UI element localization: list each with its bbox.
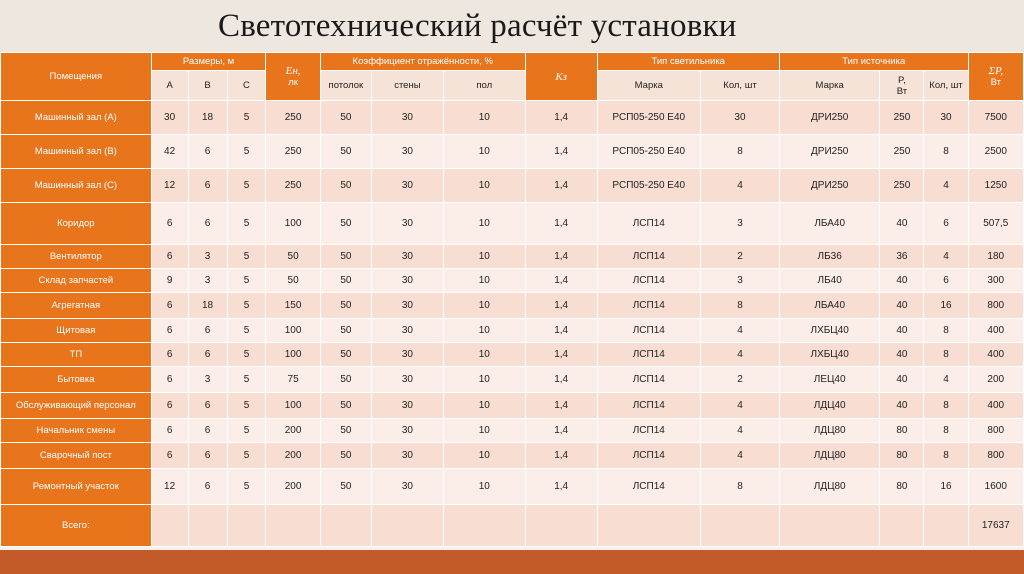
room-name: Коридор <box>1 203 152 245</box>
cell-c: 5 <box>227 393 266 419</box>
room-name: Сварочный пост <box>1 443 152 469</box>
cell-lamp: ЛСП14 <box>597 293 701 319</box>
cell-en: 250 <box>266 135 320 169</box>
cell-p: 80 <box>880 469 924 505</box>
cell-src: ЛДЦ80 <box>779 443 879 469</box>
cell-lamp-n: 8 <box>701 469 780 505</box>
cell-src-n: 6 <box>924 203 968 245</box>
room-name: ТП <box>1 343 152 367</box>
table-row <box>1 135 1024 169</box>
cell-src: ДРИ250 <box>779 135 879 169</box>
table-row <box>1 393 1024 419</box>
cell-kz: 1,4 <box>525 343 597 367</box>
cell-floor: 10 <box>443 169 525 203</box>
total-empty-cell <box>188 505 227 547</box>
cell-floor: 10 <box>443 203 525 245</box>
cell-en: 200 <box>266 419 320 443</box>
cell-sum: 507,5 <box>968 203 1023 245</box>
total-empty-cell <box>597 505 701 547</box>
cell-en: 100 <box>266 319 320 343</box>
cell-c: 5 <box>227 469 266 505</box>
cell-kz: 1,4 <box>525 203 597 245</box>
table-row <box>1 343 1024 367</box>
cell-sum: 200 <box>968 367 1023 393</box>
cell-src: ДРИ250 <box>779 169 879 203</box>
cell-ceiling: 50 <box>320 469 371 505</box>
cell-c: 5 <box>227 269 266 293</box>
cell-lamp: РСП05-250 Е40 <box>597 101 701 135</box>
cell-lamp-n: 8 <box>701 135 780 169</box>
cell-lamp-n: 2 <box>701 245 780 269</box>
cell-p: 80 <box>880 419 924 443</box>
cell-sum: 1600 <box>968 469 1023 505</box>
cell-src-n: 4 <box>924 367 968 393</box>
room-name: Вентилятор <box>1 245 152 269</box>
cell-lamp-n: 2 <box>701 367 780 393</box>
cell-src-n: 8 <box>924 419 968 443</box>
cell-sum: 800 <box>968 293 1023 319</box>
cell-src-n: 8 <box>924 319 968 343</box>
header-dim-b: B <box>188 71 227 101</box>
cell-a: 6 <box>151 245 188 269</box>
cell-kz: 1,4 <box>525 393 597 419</box>
cell-a: 42 <box>151 135 188 169</box>
cell-lamp-n: 4 <box>701 343 780 367</box>
cell-sum: 400 <box>968 343 1023 367</box>
cell-lamp: РСП05-250 Е40 <box>597 169 701 203</box>
cell-b: 6 <box>188 393 227 419</box>
header-en-label: Eн, <box>285 65 301 77</box>
table-row <box>1 245 1024 269</box>
room-name: Щитовая <box>1 319 152 343</box>
cell-src-n: 8 <box>924 135 968 169</box>
cell-c: 5 <box>227 367 266 393</box>
cell-en: 250 <box>266 101 320 135</box>
page-title: Светотехнический расчёт установки <box>218 8 737 44</box>
cell-walls: 30 <box>372 419 444 443</box>
room-name: Обслуживающий персонал <box>1 393 152 419</box>
cell-walls: 30 <box>372 203 444 245</box>
header-ceiling: потолок <box>320 71 371 101</box>
cell-p: 80 <box>880 443 924 469</box>
cell-src-n: 4 <box>924 245 968 269</box>
room-name: Машинный зал (С) <box>1 169 152 203</box>
cell-walls: 30 <box>372 269 444 293</box>
cell-a: 6 <box>151 203 188 245</box>
cell-a: 6 <box>151 393 188 419</box>
cell-en: 100 <box>266 343 320 367</box>
table-row <box>1 203 1024 245</box>
cell-lamp-n: 4 <box>701 443 780 469</box>
total-sum: 17637 <box>968 505 1023 547</box>
cell-lamp: РСП05-250 Е40 <box>597 135 701 169</box>
cell-ceiling: 50 <box>320 245 371 269</box>
total-empty-cell <box>701 505 780 547</box>
cell-floor: 10 <box>443 135 525 169</box>
cell-sum: 800 <box>968 443 1023 469</box>
table-row <box>1 319 1024 343</box>
total-empty-cell <box>443 505 525 547</box>
cell-lamp-n: 4 <box>701 169 780 203</box>
header-sum-label: ΣP, <box>988 65 1004 77</box>
cell-a: 12 <box>151 469 188 505</box>
cell-src: ЛБ40 <box>779 269 879 293</box>
cell-a: 6 <box>151 367 188 393</box>
cell-c: 5 <box>227 203 266 245</box>
cell-ceiling: 50 <box>320 319 371 343</box>
table-row <box>1 469 1024 505</box>
table-body <box>1 101 1024 547</box>
cell-a: 6 <box>151 443 188 469</box>
room-name: Машинный зал (А) <box>1 101 152 135</box>
table-row <box>1 293 1024 319</box>
cell-a: 30 <box>151 101 188 135</box>
cell-c: 5 <box>227 293 266 319</box>
cell-sum: 180 <box>968 245 1023 269</box>
cell-src: ЛХБЦ40 <box>779 343 879 367</box>
header-source-count: Кол, шт <box>924 71 968 101</box>
cell-a: 9 <box>151 269 188 293</box>
cell-en: 50 <box>266 245 320 269</box>
cell-b: 3 <box>188 269 227 293</box>
cell-b: 6 <box>188 469 227 505</box>
cell-b: 18 <box>188 101 227 135</box>
table-row <box>1 419 1024 443</box>
cell-p: 250 <box>880 101 924 135</box>
cell-a: 6 <box>151 419 188 443</box>
cell-kz: 1,4 <box>525 419 597 443</box>
total-row <box>1 505 1024 547</box>
cell-p: 40 <box>880 319 924 343</box>
table-row <box>1 367 1024 393</box>
cell-sum: 300 <box>968 269 1023 293</box>
cell-b: 6 <box>188 135 227 169</box>
cell-p: 250 <box>880 169 924 203</box>
cell-lamp: ЛСП14 <box>597 469 701 505</box>
cell-b: 6 <box>188 203 227 245</box>
cell-en: 150 <box>266 293 320 319</box>
total-empty-cell <box>227 505 266 547</box>
cell-floor: 10 <box>443 269 525 293</box>
room-name: Начальник смены <box>1 419 152 443</box>
cell-lamp: ЛСП14 <box>597 245 701 269</box>
cell-ceiling: 50 <box>320 443 371 469</box>
cell-kz: 1,4 <box>525 469 597 505</box>
total-empty-cell <box>266 505 320 547</box>
cell-p: 250 <box>880 135 924 169</box>
cell-p: 40 <box>880 293 924 319</box>
cell-c: 5 <box>227 169 266 203</box>
lighting-calculation-table <box>0 52 1024 547</box>
cell-floor: 10 <box>443 393 525 419</box>
room-name: Бытовка <box>1 367 152 393</box>
room-name: Машинный зал (В) <box>1 135 152 169</box>
cell-floor: 10 <box>443 245 525 269</box>
cell-lamp-n: 3 <box>701 203 780 245</box>
header-reflection: Коэффициент отражённости, % <box>320 53 525 71</box>
cell-ceiling: 50 <box>320 203 371 245</box>
cell-p: 36 <box>880 245 924 269</box>
cell-walls: 30 <box>372 169 444 203</box>
cell-src-n: 6 <box>924 269 968 293</box>
cell-lamp-n: 4 <box>701 393 780 419</box>
total-empty-cell <box>320 505 371 547</box>
cell-b: 6 <box>188 419 227 443</box>
cell-b: 6 <box>188 343 227 367</box>
cell-sum: 400 <box>968 393 1023 419</box>
cell-kz: 1,4 <box>525 135 597 169</box>
table-row <box>1 269 1024 293</box>
cell-src: ЛЕЦ40 <box>779 367 879 393</box>
cell-src: ЛДЦ40 <box>779 393 879 419</box>
cell-walls: 30 <box>372 319 444 343</box>
cell-floor: 10 <box>443 343 525 367</box>
cell-lamp: ЛСП14 <box>597 343 701 367</box>
cell-ceiling: 50 <box>320 419 371 443</box>
cell-walls: 30 <box>372 343 444 367</box>
cell-floor: 10 <box>443 319 525 343</box>
cell-ceiling: 50 <box>320 269 371 293</box>
cell-sum: 400 <box>968 319 1023 343</box>
cell-ceiling: 50 <box>320 367 371 393</box>
cell-walls: 30 <box>372 245 444 269</box>
cell-kz: 1,4 <box>525 269 597 293</box>
header-sum-unit: Вт <box>990 77 1001 88</box>
cell-en: 250 <box>266 169 320 203</box>
cell-src-n: 8 <box>924 393 968 419</box>
cell-lamp: ЛСП14 <box>597 393 701 419</box>
cell-src-n: 8 <box>924 343 968 367</box>
total-empty-cell <box>779 505 879 547</box>
cell-floor: 10 <box>443 101 525 135</box>
cell-src: ЛХБЦ40 <box>779 319 879 343</box>
cell-src: ЛДЦ80 <box>779 469 879 505</box>
total-empty-cell <box>525 505 597 547</box>
cell-kz: 1,4 <box>525 245 597 269</box>
cell-c: 5 <box>227 319 266 343</box>
header-kz: Kз <box>525 53 597 101</box>
cell-kz: 1,4 <box>525 319 597 343</box>
cell-kz: 1,4 <box>525 443 597 469</box>
header-dim-a: A <box>151 71 188 101</box>
cell-lamp: ЛСП14 <box>597 443 701 469</box>
header-rooms: Помещения <box>1 53 152 101</box>
cell-en: 200 <box>266 469 320 505</box>
cell-b: 6 <box>188 443 227 469</box>
header-dim-c: C <box>227 71 266 101</box>
cell-src: ЛБА40 <box>779 293 879 319</box>
cell-b: 18 <box>188 293 227 319</box>
cell-c: 5 <box>227 343 266 367</box>
cell-en: 100 <box>266 203 320 245</box>
cell-c: 5 <box>227 101 266 135</box>
header-power-unit: Вт <box>896 85 908 97</box>
cell-sum: 7500 <box>968 101 1023 135</box>
room-name: Ремонтный участок <box>1 469 152 505</box>
cell-lamp-n: 30 <box>701 101 780 135</box>
total-label: Всего: <box>1 505 152 547</box>
cell-lamp: ЛСП14 <box>597 203 701 245</box>
cell-src: ДРИ250 <box>779 101 879 135</box>
cell-walls: 30 <box>372 469 444 505</box>
header-power-label: P, <box>898 74 906 86</box>
cell-ceiling: 50 <box>320 101 371 135</box>
cell-p: 40 <box>880 269 924 293</box>
cell-en: 200 <box>266 443 320 469</box>
cell-lamp-n: 8 <box>701 293 780 319</box>
header-floor: пол <box>443 71 525 101</box>
room-name: Агрегатная <box>1 293 152 319</box>
cell-b: 3 <box>188 245 227 269</box>
header-lamp-type: Тип светильника <box>597 53 779 71</box>
cell-kz: 1,4 <box>525 169 597 203</box>
cell-p: 40 <box>880 367 924 393</box>
cell-a: 12 <box>151 169 188 203</box>
cell-a: 6 <box>151 293 188 319</box>
header-lamp-mark: Марка <box>597 71 701 101</box>
cell-b: 6 <box>188 319 227 343</box>
cell-c: 5 <box>227 443 266 469</box>
cell-lamp-n: 4 <box>701 419 780 443</box>
cell-floor: 10 <box>443 443 525 469</box>
table-row <box>1 443 1024 469</box>
cell-lamp: ЛСП14 <box>597 319 701 343</box>
cell-ceiling: 50 <box>320 293 371 319</box>
cell-p: 40 <box>880 393 924 419</box>
cell-sum: 1250 <box>968 169 1023 203</box>
cell-b: 6 <box>188 169 227 203</box>
cell-kz: 1,4 <box>525 101 597 135</box>
cell-lamp: ЛСП14 <box>597 367 701 393</box>
cell-c: 5 <box>227 135 266 169</box>
cell-en: 100 <box>266 393 320 419</box>
cell-floor: 10 <box>443 367 525 393</box>
cell-kz: 1,4 <box>525 367 597 393</box>
cell-c: 5 <box>227 245 266 269</box>
cell-src-n: 16 <box>924 469 968 505</box>
header-lamp-count: Кол, шт <box>701 71 780 101</box>
cell-ceiling: 50 <box>320 393 371 419</box>
cell-en: 50 <box>266 269 320 293</box>
cell-a: 6 <box>151 343 188 367</box>
cell-a: 6 <box>151 319 188 343</box>
cell-walls: 30 <box>372 135 444 169</box>
header-en <box>266 53 320 101</box>
header-sum-power <box>968 53 1023 101</box>
cell-ceiling: 50 <box>320 135 371 169</box>
cell-walls: 30 <box>372 367 444 393</box>
bottom-bar <box>0 550 1024 574</box>
cell-ceiling: 50 <box>320 343 371 367</box>
cell-en: 75 <box>266 367 320 393</box>
total-empty-cell <box>924 505 968 547</box>
cell-src-n: 16 <box>924 293 968 319</box>
cell-walls: 30 <box>372 443 444 469</box>
header-walls: стены <box>372 71 444 101</box>
header-dimensions: Размеры, м <box>151 53 266 71</box>
cell-floor: 10 <box>443 293 525 319</box>
cell-src-n: 8 <box>924 443 968 469</box>
header-source-type: Тип источника <box>779 53 968 71</box>
cell-lamp: ЛСП14 <box>597 419 701 443</box>
cell-sum: 2500 <box>968 135 1023 169</box>
cell-floor: 10 <box>443 469 525 505</box>
cell-src-n: 4 <box>924 169 968 203</box>
cell-walls: 30 <box>372 293 444 319</box>
cell-ceiling: 50 <box>320 169 371 203</box>
cell-lamp-n: 3 <box>701 269 780 293</box>
header-power <box>880 71 924 101</box>
cell-src: ЛДЦ80 <box>779 419 879 443</box>
cell-b: 3 <box>188 367 227 393</box>
cell-src-n: 30 <box>924 101 968 135</box>
total-empty-cell <box>151 505 188 547</box>
cell-p: 40 <box>880 343 924 367</box>
header-source-mark: Марка <box>779 71 879 101</box>
cell-walls: 30 <box>372 101 444 135</box>
cell-src: ЛБА40 <box>779 203 879 245</box>
cell-floor: 10 <box>443 419 525 443</box>
cell-walls: 30 <box>372 393 444 419</box>
cell-lamp-n: 4 <box>701 319 780 343</box>
cell-lamp: ЛСП14 <box>597 269 701 293</box>
total-empty-cell <box>372 505 444 547</box>
cell-kz: 1,4 <box>525 293 597 319</box>
cell-sum: 800 <box>968 419 1023 443</box>
header-en-unit: лк <box>288 77 298 88</box>
cell-c: 5 <box>227 419 266 443</box>
cell-p: 40 <box>880 203 924 245</box>
table-row <box>1 169 1024 203</box>
total-empty-cell <box>880 505 924 547</box>
cell-src: ЛБ36 <box>779 245 879 269</box>
table-row <box>1 101 1024 135</box>
room-name: Склад запчастей <box>1 269 152 293</box>
